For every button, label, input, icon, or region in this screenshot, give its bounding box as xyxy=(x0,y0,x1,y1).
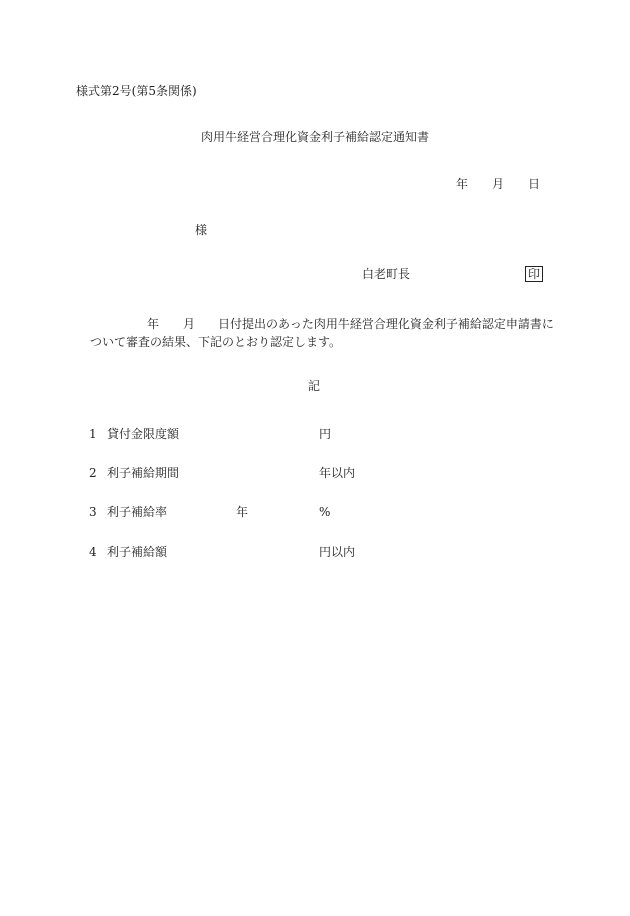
body-month-label: 月 xyxy=(183,317,196,331)
date-day-label: 日 xyxy=(528,177,541,191)
date-year-label: 年 xyxy=(456,177,469,191)
date-month-label: 月 xyxy=(492,177,505,191)
seal-mark: 印 xyxy=(525,266,543,282)
body-year-label: 年 xyxy=(147,317,160,331)
item-unit: 年以内 xyxy=(319,466,356,480)
body-text-line-1: 日付提出のあった肉用牛経営合理化資金利子補給認定申請書に xyxy=(218,317,554,331)
item-number: 4 xyxy=(89,545,97,559)
item-rate-year-label: 年 xyxy=(236,505,249,519)
form-number: 様式第2号(第5条関係) xyxy=(76,84,197,98)
body-text-line-2: ついて審査の結果、下記のとおり認定します。 xyxy=(90,335,342,349)
addressee-suffix: 様 xyxy=(195,223,208,237)
document-title: 肉用牛経営合理化資金利子補給認定通知書 xyxy=(201,130,430,144)
item-label: 利子補給率 xyxy=(107,505,168,519)
item-label: 利子補給額 xyxy=(107,545,168,559)
item-unit: 円以内 xyxy=(319,545,356,559)
item-number: 1 xyxy=(89,427,97,441)
item-label: 利子補給期間 xyxy=(107,466,180,480)
item-label: 貸付金限度額 xyxy=(107,427,180,441)
ki-heading: 記 xyxy=(308,379,321,393)
item-unit: % xyxy=(319,505,331,519)
item-number: 3 xyxy=(89,505,97,519)
issuer-name: 白老町長 xyxy=(362,267,411,281)
item-unit: 円 xyxy=(319,427,332,441)
item-number: 2 xyxy=(89,466,97,480)
